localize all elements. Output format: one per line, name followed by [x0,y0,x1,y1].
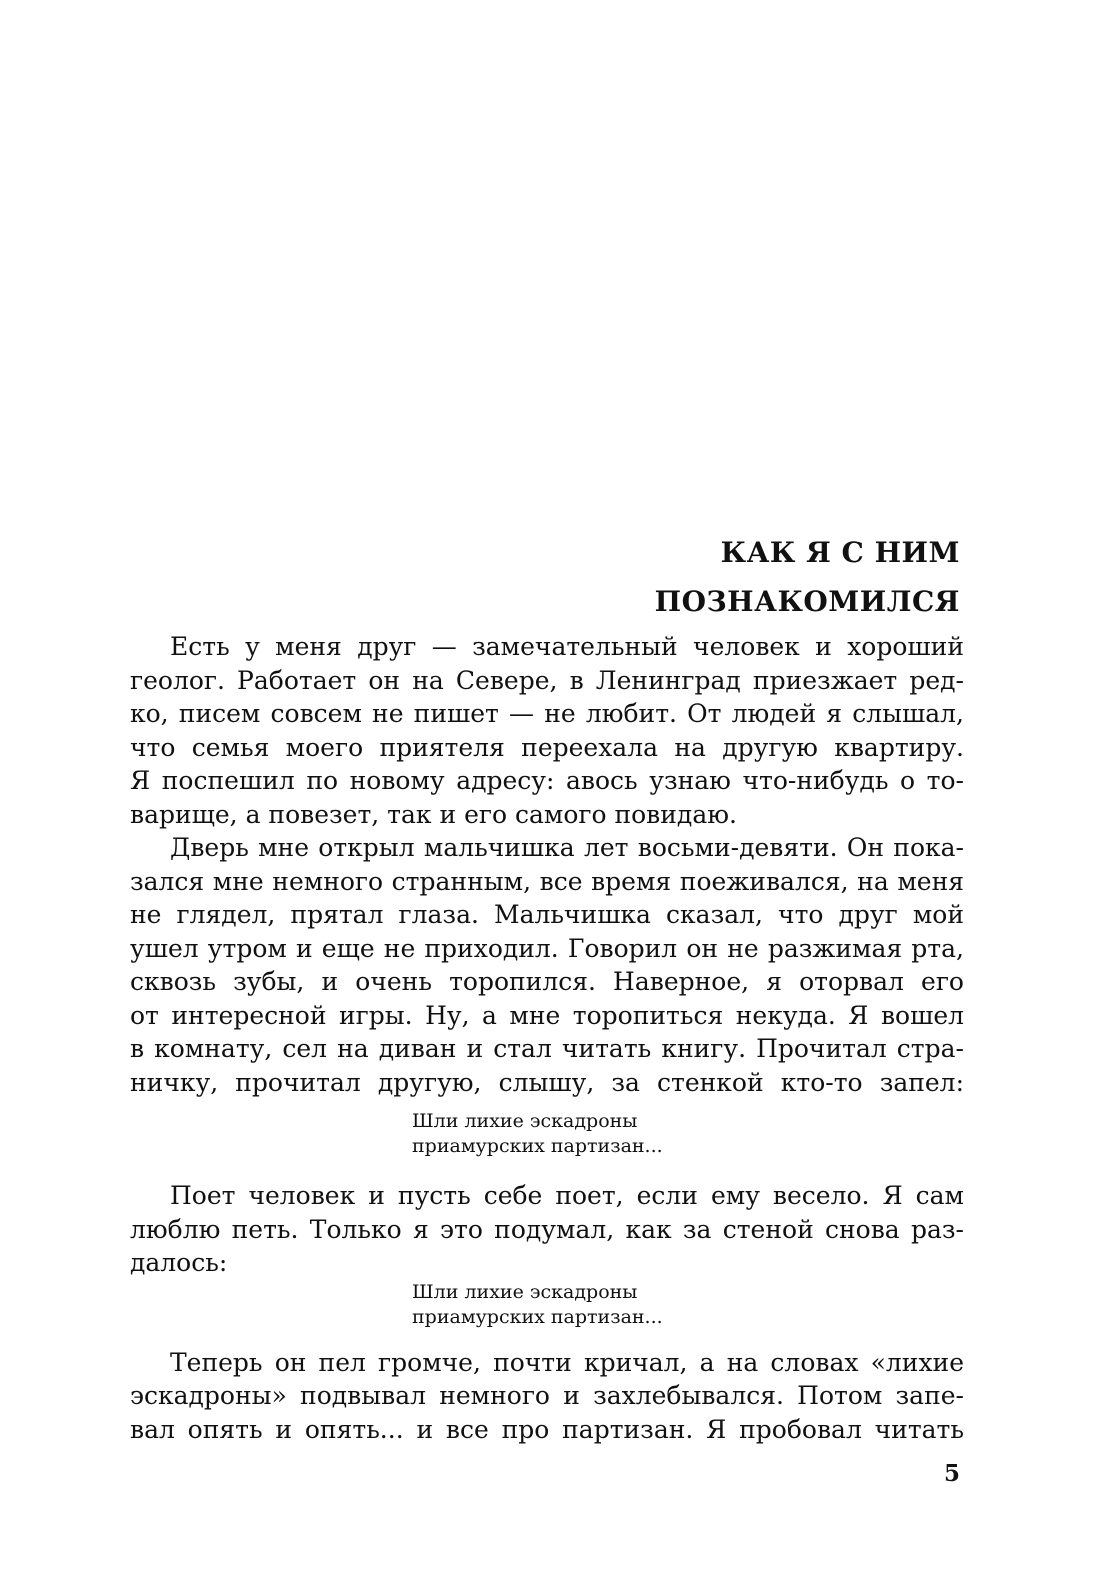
verse-2 [130,1280,964,1330]
text-line: ко, писем совсем не пишет — не любит. От людей я слышал, [130,699,964,728]
text-line: Я поспешил по новому адресу: авось узнаю что-нибудь о то- [130,766,964,795]
paragraph-3 [130,1179,964,1280]
text-line: зался мне немного странным, все время поеживался, на меня [130,866,964,896]
text-line: от интересной игры. Ну, а мне торопиться некуда. Я вошел [130,1000,964,1030]
chapter-title-line-1: КАК Я С НИМ [720,536,960,569]
text-line: Есть у меня друг — замечательный человек и хороший [170,632,964,661]
text-line: варище, а повезет, так и его самого повидаю. [130,799,737,829]
text-line: ушел утром и еще не приходил. Говорил он не разжимая рта, [130,933,964,963]
chapter-title-line-2: ПОЗНАКОМИЛСЯ [654,585,960,618]
verse-line: приамурских партизан... [412,1305,663,1328]
text-line: далось: [130,1248,228,1277]
chapter-title [655,528,960,626]
chapter-body [130,630,964,1446]
text-line: в комнату, сел на диван и стал читать книгу. Прочитал стра- [130,1034,964,1063]
text-line: ничку, прочитал другую, слышу, за стенкой кто-то запел: [130,1067,964,1097]
paragraph-1 [130,630,964,831]
text-line: люблю петь. Только я это подумал, как за стеной снова раз- [130,1214,964,1244]
paragraph-4 [130,1346,964,1447]
text-line: что семья моего приятеля переехала на другую квартиру. [130,732,964,762]
verse-line: приамурских партизан... [412,1135,663,1157]
verse-1 [130,1109,964,1159]
verse-line: Шли лихие эскадроны [412,1280,638,1303]
verse-line: Шли лихие эскадроны [412,1110,638,1132]
page-number: 5 [944,1460,961,1487]
text-line: Поет человек и пусть себе поет, если ему весело. Я сам [170,1181,964,1210]
text-line: Дверь мне открыл мальчишка лет восьми-девяти. Он пока- [170,833,964,862]
text-line: не глядел, прятал глаза. Мальчишка сказал, что друг мой [130,900,964,929]
text-line: сквозь зубы, и очень торопился. Наверное, я оторвал его [130,967,964,996]
paragraph-2 [130,831,964,1099]
text-line: геолог. Работает он на Севере, в Ленинград приезжает ред- [130,665,964,695]
text-line: эскадроны» подвывал немного и захлебывался. Потом запе- [130,1381,964,1410]
text-line: Теперь он пел громче, почти кричал, а на словах «лихие [170,1347,964,1377]
text-line: вал опять и опять... и все про партизан. Я пробовал читать [130,1414,964,1444]
